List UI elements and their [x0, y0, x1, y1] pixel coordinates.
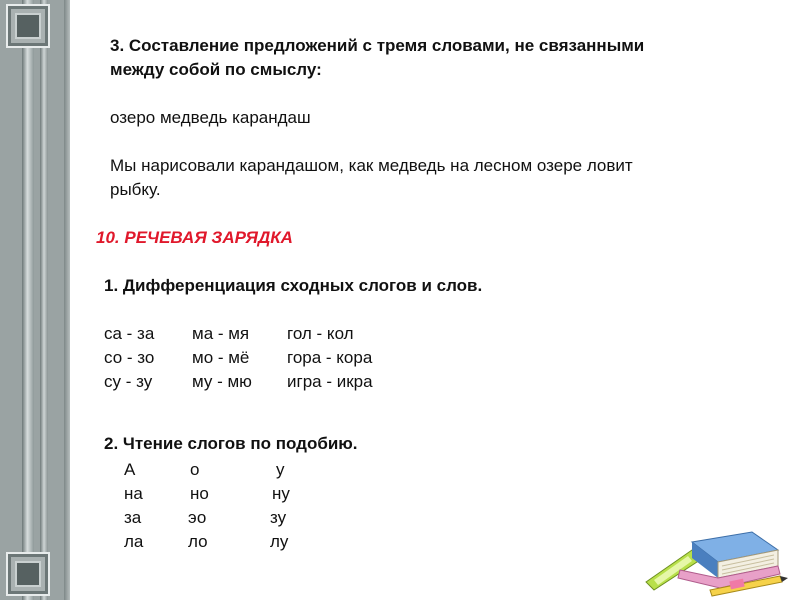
pair-cell: со - зо — [104, 348, 155, 367]
syllable-cell: на — [124, 484, 143, 503]
frame-corner-tile-bottom — [6, 552, 50, 596]
syllable-cell: ло — [188, 532, 208, 551]
syllable-cell: зу — [270, 508, 287, 527]
syllable-cell: у — [276, 460, 285, 479]
section3-heading-line2: между собой по смыслу: — [110, 60, 322, 79]
pair-cell: мо - мё — [192, 348, 250, 367]
syllable-cell: ла — [124, 532, 144, 551]
pair-cell: гора - кора — [287, 348, 373, 367]
pair-cell: ма - мя — [192, 324, 250, 343]
syllable-cell: А — [124, 460, 136, 479]
pair-cell: са - за — [104, 324, 155, 343]
item2-title: 2. Чтение слогов по подобию. — [104, 434, 358, 453]
frame-rail — [22, 0, 34, 600]
book-and-pencil-icon — [640, 520, 790, 598]
syllable-cell: о — [190, 460, 200, 479]
pair-cell: игра - икра — [287, 372, 373, 391]
syllable-cell: за — [124, 508, 142, 527]
section3-example-line1: Мы нарисовали карандашом, как медведь на лесном озере ловит — [110, 156, 633, 175]
pair-cell: гол - кол — [287, 324, 354, 343]
section10-title: 10. РЕЧЕВАЯ ЗАРЯДКА — [96, 228, 293, 247]
pair-cell: му - мю — [192, 372, 252, 391]
syllable-cell: но — [190, 484, 209, 503]
pair-cell: су - зу — [104, 372, 153, 391]
frame-edge — [64, 0, 70, 600]
syllable-cell: лу — [270, 532, 289, 551]
section3-words: озеро медведь карандаш — [110, 108, 311, 127]
item1-title: 1. Дифференциация сходных слогов и слов. — [104, 276, 483, 295]
frame-corner-tile-top — [6, 4, 50, 48]
decorative-side-frame — [0, 0, 70, 600]
section3-heading-line1: 3. Составление предложений с тремя словами, не связанными — [110, 36, 645, 55]
section3-example-line2: рыбку. — [110, 180, 161, 199]
frame-rail — [40, 0, 48, 600]
syllable-cell: эо — [188, 508, 207, 527]
syllable-cell: ну — [272, 484, 290, 503]
